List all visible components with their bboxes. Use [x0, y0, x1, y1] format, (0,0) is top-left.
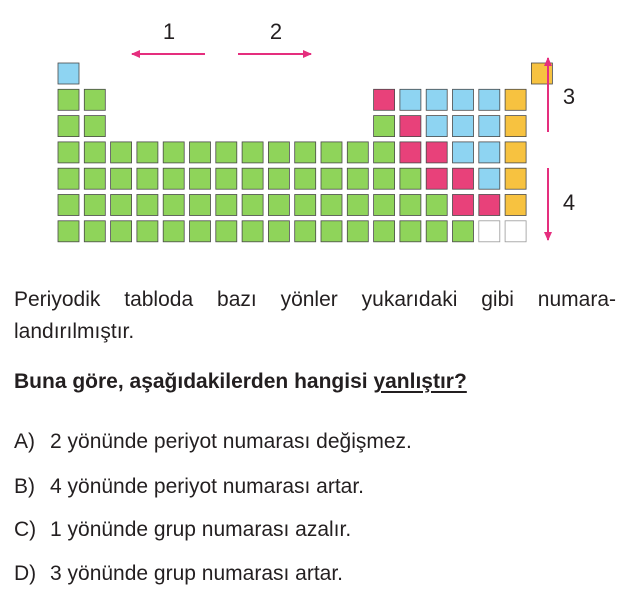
- cell-green-r5-c1: [58, 168, 79, 189]
- cell-green-r7-c4: [137, 221, 158, 242]
- option-d-text: 3 yönünde grup numarası artar.: [50, 562, 344, 585]
- cell-green-r6-c3: [111, 195, 132, 216]
- cell-green-r4-c3: [111, 142, 132, 163]
- cell-green-r6-c11: [321, 195, 342, 216]
- description-line-2: landırılmıştır.: [14, 320, 135, 343]
- cell-green-r5-c12: [347, 168, 368, 189]
- cell-green-r4-c12: [347, 142, 368, 163]
- cell-blue-r2-c15: [426, 89, 447, 110]
- option-d[interactable]: [14, 562, 343, 586]
- cell-green-r6-c5: [163, 195, 184, 216]
- cell-green-r4-c2: [84, 142, 105, 163]
- cell-green-r6-c8: [242, 195, 263, 216]
- cell-green-r7-c9: [268, 221, 289, 242]
- cell-green-r5-c4: [137, 168, 158, 189]
- question-stem: [14, 370, 467, 394]
- periodic-table-cells: [58, 63, 552, 242]
- label-direction-2: 2: [269, 19, 283, 44]
- cell-green-r7-c3: [111, 221, 132, 242]
- cell-green-r4-c11: [321, 142, 342, 163]
- cell-empty-r7-c17: [479, 221, 500, 242]
- cell-green-r7-c16: [453, 221, 474, 242]
- cell-orange-r4-c18: [505, 142, 526, 163]
- question-emphasis: yanlıştır?: [373, 370, 467, 393]
- cell-blue-r5-c17: [479, 168, 500, 189]
- question-text: Buna göre, aşağıdakilerden hangisi: [14, 370, 374, 393]
- label-direction-3: 3: [562, 84, 576, 109]
- label-direction-4: 4: [562, 190, 576, 215]
- cell-blue-r2-c14: [400, 89, 421, 110]
- cell-green-r7-c13: [374, 221, 395, 242]
- cell-blue-r4-c17: [479, 142, 500, 163]
- cell-green-r5-c14: [400, 168, 421, 189]
- cell-green-r7-c7: [216, 221, 237, 242]
- cell-green-r5-c8: [242, 168, 263, 189]
- cell-blue-r1-c1: [58, 63, 79, 84]
- cell-green-r4-c4: [137, 142, 158, 163]
- cell-green-r5-c3: [111, 168, 132, 189]
- cell-green-r5-c6: [190, 168, 211, 189]
- cell-pink-r4-c14: [400, 142, 421, 163]
- cell-pink-r4-c15: [426, 142, 447, 163]
- description-paragraph: [14, 284, 616, 348]
- cell-blue-r2-c17: [479, 89, 500, 110]
- cell-green-r6-c13: [374, 195, 395, 216]
- option-d-letter: D): [14, 562, 37, 585]
- cell-green-r2-c2: [84, 89, 105, 110]
- cell-empty-r7-c18: [505, 221, 526, 242]
- cell-green-r7-c14: [400, 221, 421, 242]
- cell-green-r5-c7: [216, 168, 237, 189]
- cell-green-r6-c6: [190, 195, 211, 216]
- cell-green-r6-c7: [216, 195, 237, 216]
- cell-green-r6-c9: [268, 195, 289, 216]
- cell-green-r6-c10: [295, 195, 316, 216]
- cell-green-r4-c9: [268, 142, 289, 163]
- cell-green-r4-c13: [374, 142, 395, 163]
- cell-green-r5-c9: [268, 168, 289, 189]
- cell-green-r4-c10: [295, 142, 316, 163]
- option-b-letter: B): [14, 475, 35, 498]
- cell-green-r7-c15: [426, 221, 447, 242]
- cell-orange-r2-c18: [505, 89, 526, 110]
- option-a[interactable]: [14, 430, 412, 454]
- cell-pink-r2-c13: [374, 89, 395, 110]
- cell-green-r5-c11: [321, 168, 342, 189]
- cell-green-r3-c2: [84, 116, 105, 137]
- cell-green-r2-c1: [58, 89, 79, 110]
- cell-green-r5-c13: [374, 168, 395, 189]
- cell-green-r4-c8: [242, 142, 263, 163]
- cell-green-r6-c14: [400, 195, 421, 216]
- cell-green-r7-c8: [242, 221, 263, 242]
- option-c-letter: C): [14, 518, 37, 541]
- option-a-letter: A): [14, 430, 35, 453]
- cell-blue-r3-c17: [479, 116, 500, 137]
- cell-green-r7-c2: [84, 221, 105, 242]
- cell-green-r6-c4: [137, 195, 158, 216]
- cell-green-r6-c12: [347, 195, 368, 216]
- cell-blue-r2-c16: [453, 89, 474, 110]
- cell-green-r7-c10: [295, 221, 316, 242]
- cell-green-r7-c1: [58, 221, 79, 242]
- cell-green-r6-c2: [84, 195, 105, 216]
- option-b[interactable]: [14, 475, 364, 499]
- cell-green-r7-c5: [163, 221, 184, 242]
- cell-green-r7-c12: [347, 221, 368, 242]
- cell-green-r5-c2: [84, 168, 105, 189]
- cell-pink-r6-c17: [479, 195, 500, 216]
- option-c[interactable]: [14, 518, 351, 542]
- cell-blue-r3-c15: [426, 116, 447, 137]
- option-a-text: 2 yönünde periyot numarası değişmez.: [50, 430, 412, 453]
- label-direction-1: 1: [162, 19, 176, 44]
- cell-green-r4-c5: [163, 142, 184, 163]
- cell-green-r7-c11: [321, 221, 342, 242]
- cell-green-r4-c6: [190, 142, 211, 163]
- option-b-text: 4 yönünde periyot numarası artar.: [50, 475, 365, 498]
- option-c-text: 1 yönünde grup numarası azalır.: [50, 518, 352, 541]
- cell-green-r3-c1: [58, 116, 79, 137]
- periodic-table-diagram: [0, 0, 629, 270]
- cell-green-r3-c13: [374, 116, 395, 137]
- cell-green-r6-c1: [58, 195, 79, 216]
- cell-pink-r5-c16: [453, 168, 474, 189]
- cell-orange-r3-c18: [505, 116, 526, 137]
- cell-orange-r6-c18: [505, 195, 526, 216]
- cell-green-r7-c6: [190, 221, 211, 242]
- cell-green-r5-c10: [295, 168, 316, 189]
- cell-green-r5-c5: [163, 168, 184, 189]
- cell-pink-r3-c14: [400, 116, 421, 137]
- description-line-1: Periyodik tabloda bazı yönler yukarıdaki gibi numara-: [14, 288, 616, 311]
- cell-blue-r4-c16: [453, 142, 474, 163]
- cell-pink-r5-c15: [426, 168, 447, 189]
- cell-orange-r1-c19: [531, 63, 552, 84]
- cell-green-r4-c1: [58, 142, 79, 163]
- cell-pink-r6-c16: [453, 195, 474, 216]
- cell-blue-r3-c16: [453, 116, 474, 137]
- cell-green-r4-c7: [216, 142, 237, 163]
- cell-green-r6-c15: [426, 195, 447, 216]
- cell-orange-r5-c18: [505, 168, 526, 189]
